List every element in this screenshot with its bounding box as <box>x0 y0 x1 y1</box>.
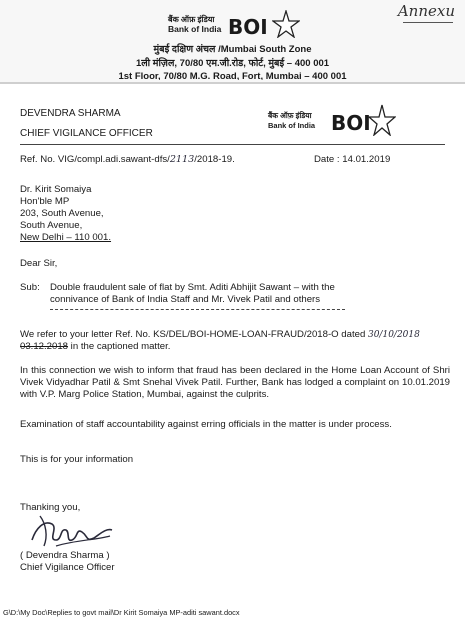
top-address-english: 1st Floor, 70/80 M.G. Road, Fort, Mumbai – 400 001 <box>118 71 347 80</box>
recipient-line: Hon'ble MP <box>20 196 70 207</box>
top-zone-line: मुंबई दक्षिण अंचल /Mumbai South Zone <box>153 44 312 55</box>
reference-prefix: Ref. No. VIG/compl.adi.sawant-dfs/ <box>20 154 170 165</box>
struck-date: 03.12.2018 <box>20 341 69 352</box>
subject-line-2: connivance of Bank of India Staff and Mr. Vivek Patil and others <box>50 294 321 305</box>
paragraph-1-line-2 <box>20 341 170 353</box>
footer-file-path: G\D:\My Doc\Replies to govt mail\Dr Kirit Somaiya MP-aditi sawant.docx <box>3 608 240 617</box>
paragraph-2: In this connection we wish to inform that fraud has been declared in the Home Loan Account of Shri Vivek Vidyadhar Patil & Smt Snehal Vivek Patil. Further, Bank has lodged a complaint on 10.01.2019 with V.P. Marg Police Station, Mumbai, against the culprits. <box>20 365 450 400</box>
paragraph-3: Examination of staff accountability against erring officials in the matter is under process. <box>20 419 392 430</box>
header-divider <box>20 144 445 145</box>
top-letterhead-page <box>0 0 465 84</box>
subject-line-1: Double fraudulent sale of flat by Smt. Aditi Abhijit Sawant – with the <box>50 282 335 293</box>
reference-handwritten-number: 2113 <box>169 154 195 165</box>
closing-name: ( Devendra Sharma ) <box>20 550 110 561</box>
paragraph-4: This is for your information <box>20 454 134 465</box>
recipient-line: Dr. Kirit Somaiya <box>20 184 92 195</box>
sender-title: CHIEF VIGILANCE OFFICER <box>20 128 153 139</box>
reference-suffix: /2018-19. <box>194 154 235 165</box>
recipient-address <box>20 184 111 244</box>
paragraph-1-rest: in the captioned matter. <box>68 341 171 352</box>
top-boi-wordmark: BOI <box>228 15 268 39</box>
reference-number <box>20 154 235 166</box>
top-address-hindi: 1ली मंज़िल, 70/80 एम.जी.रोड, फोर्ट, मुंबई – 400 001 <box>135 58 330 69</box>
signature-icon <box>26 510 116 550</box>
closing-thanks: Thanking you, <box>20 502 81 513</box>
recipient-line: New Delhi – 110 001. <box>20 232 112 243</box>
bank-hindi-name: बैंक ऑफ़ इंडिया <box>268 111 312 120</box>
top-bank-english-name: Bank of India <box>168 24 222 34</box>
subject-underline <box>50 309 345 310</box>
boi-wordmark: BOI <box>331 111 371 135</box>
closing-title: Chief Vigilance Officer <box>20 562 115 573</box>
paragraph-1-text: We refer to your letter Ref. No. KS/DEL/BOI-HOME-LOAN-FRAUD/2018-O dated <box>20 329 366 340</box>
letter-page <box>0 84 465 631</box>
salutation: Dear Sir, <box>20 258 58 269</box>
star-logo-icon <box>368 104 396 136</box>
handwritten-date: 30/10/2018 <box>367 330 420 340</box>
paragraph-1-line-1 <box>20 329 420 341</box>
bank-logo <box>268 98 398 138</box>
annexure-handwriting: Annexu <box>397 2 455 20</box>
bank-english-name: Bank of India <box>268 121 316 130</box>
sender-name: DEVENDRA SHARMA <box>20 108 121 119</box>
subject-label: Sub: <box>20 282 40 293</box>
recipient-line: 203, South Avenue, <box>20 208 104 219</box>
letter-date: Date : 14.01.2019 <box>314 154 391 165</box>
star-logo-icon <box>272 10 300 38</box>
recipient-line: South Avenue, <box>20 220 83 231</box>
top-bank-hindi-name: बैंक ऑफ़ इंडिया <box>168 15 215 24</box>
annexure-underline <box>403 22 453 23</box>
